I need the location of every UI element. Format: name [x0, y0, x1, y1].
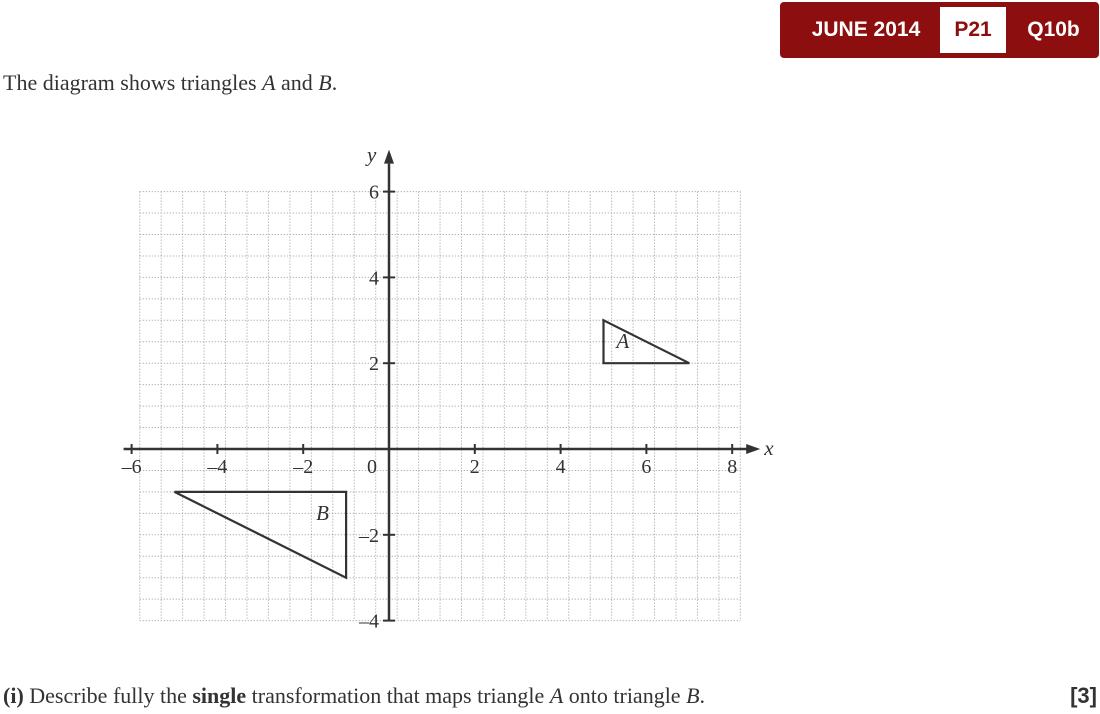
- x-tick-label: 8: [727, 456, 738, 478]
- badge-question: Q10b: [1027, 18, 1080, 41]
- question-part: (i): [3, 683, 24, 708]
- marks-label: [3]: [1070, 683, 1097, 708]
- x-tick-label: –6: [121, 456, 142, 478]
- x-axis-arrow-icon: [746, 444, 760, 454]
- question-text-before: Describe fully the: [23, 683, 193, 708]
- ticks: [121, 182, 738, 633]
- intro-a: A: [262, 70, 276, 95]
- question-a: A: [549, 683, 564, 708]
- question-text-end: .: [699, 683, 706, 708]
- badge-paper: P21: [940, 7, 1006, 53]
- x-tick-label: 6: [641, 456, 652, 478]
- x-tick-label: –4: [207, 456, 228, 478]
- intro-b: B: [318, 70, 332, 95]
- y-tick-label: 4: [369, 267, 379, 290]
- question-bold-word: single: [192, 683, 247, 708]
- badge-date: JUNE 2014: [811, 18, 921, 41]
- triangle-label-a: A: [616, 329, 630, 354]
- question-text: [3, 683, 705, 709]
- y-axis-label: y: [367, 142, 377, 167]
- intro-and: and: [275, 70, 319, 95]
- intro-suffix: .: [331, 70, 338, 95]
- y-tick-label: –4: [359, 610, 379, 633]
- x-tick-label: 0: [367, 456, 377, 478]
- y-tick-label: 2: [369, 353, 379, 376]
- y-axis-arrow-icon: [384, 150, 394, 164]
- x-tick-label: 4: [555, 456, 566, 478]
- x-axis-label: x: [764, 436, 774, 460]
- x-tick-label: –2: [293, 456, 314, 478]
- x-tick-label: 2: [469, 456, 480, 478]
- question-text-mid: transformation that maps triangle: [246, 683, 550, 708]
- y-tick-label: 6: [369, 181, 379, 204]
- triangle-label-b: B: [316, 500, 329, 525]
- y-tick-label: –2: [359, 524, 379, 547]
- intro-prefix: The diagram shows triangles: [3, 70, 263, 95]
- grid: [140, 192, 741, 621]
- question-text-mid2: onto triangle: [563, 683, 687, 708]
- axes: [124, 143, 775, 621]
- question-b: B: [686, 683, 700, 708]
